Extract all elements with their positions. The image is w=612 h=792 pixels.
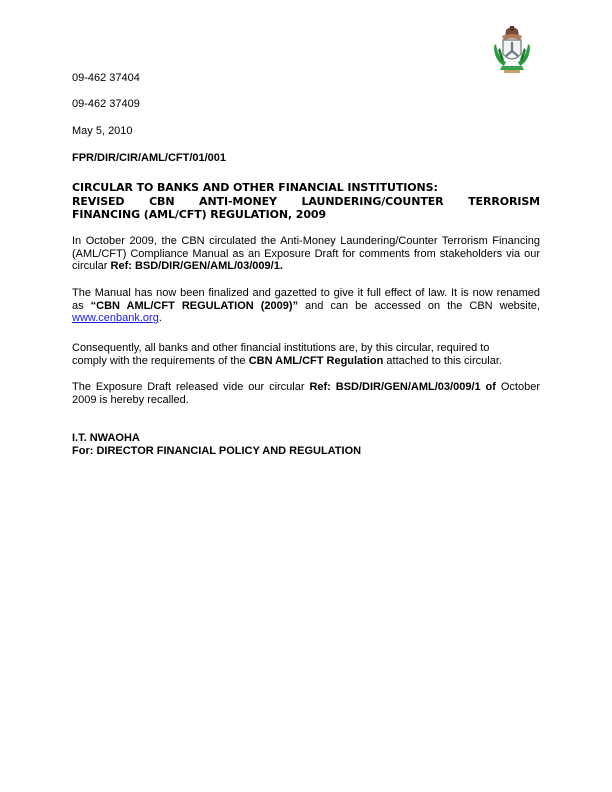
title-word: ANTI-MONEY [199,194,277,208]
phone-number-2: 09-462 37409 [72,98,140,110]
document-date: May 5, 2010 [72,125,133,137]
regulation-name: “CBN AML/CFT REGULATION (2009)” [90,299,299,312]
paragraph-end: . [158,312,162,325]
for-label: For: [72,445,94,457]
title-word: LAUNDERING/COUNTER [301,194,444,208]
reference-code: Ref: BSD/DIR/GEN/AML/03/009/1 of [309,381,496,393]
paragraph-text: comply with the requirements of the [72,354,249,367]
title-word: CBN [149,194,175,208]
title-word: TERRORISM [468,194,540,208]
paragraph-text: October 2009 is hereby recalled. [72,381,540,406]
signatory-title: DIRECTOR FINANCIAL POLICY AND REGULATION [96,445,362,457]
phone-number-1: 09-462 37404 [72,72,140,84]
title-line-2 [72,195,540,209]
regulation-name: CBN AML/CFT Regulation [248,354,384,367]
circular-title [72,181,540,222]
circular-reference: FPR/DIR/CIR/AML/CFT/01/001 [72,152,227,164]
paragraph-line [72,355,540,368]
paragraph-recall [72,381,540,406]
cbn-crest-icon [492,24,532,78]
title-line-1: CIRCULAR TO BANKS AND OTHER FINANCIAL INSTITUTIONS: [72,181,438,194]
paragraph-line: Consequently, all banks and other financial institutions are, by this circular, required to [72,342,490,354]
paragraph-exposure-draft [72,235,540,273]
paragraph-compliance [72,342,540,367]
title-line-3: FINANCING (AML/CFT) REGULATION, 2009 [72,208,327,221]
cbn-website-link[interactable]: www.cenbank.org [72,312,159,325]
paragraph-text: attached to this circular. [383,354,502,367]
paragraph-text: The Exposure Draft released vide our circular [72,381,310,393]
signatory-name: I.T. NWAOHA [72,432,140,444]
paragraph-text: The Manual has now been finalized and gazetted to give it full effect of law. It is now renamed as [72,287,540,312]
reference-code: Ref: BSD/DIR/GEN/AML/03/009/1. [110,260,283,273]
paragraph-text: In October 2009, the CBN circulated the Anti-Money Laundering/Counter Terrorism Financing (AML/CFT) Compliance Manual as an Exposure Draft for comments from stakeholders via our circular [72,235,540,273]
paragraph-text: and can be accessed on the CBN website, [298,299,540,312]
paragraph-manual-finalized [72,287,540,325]
title-word: REVISED [72,194,125,208]
signature-block [72,432,361,458]
signatory-title-line [72,445,361,458]
